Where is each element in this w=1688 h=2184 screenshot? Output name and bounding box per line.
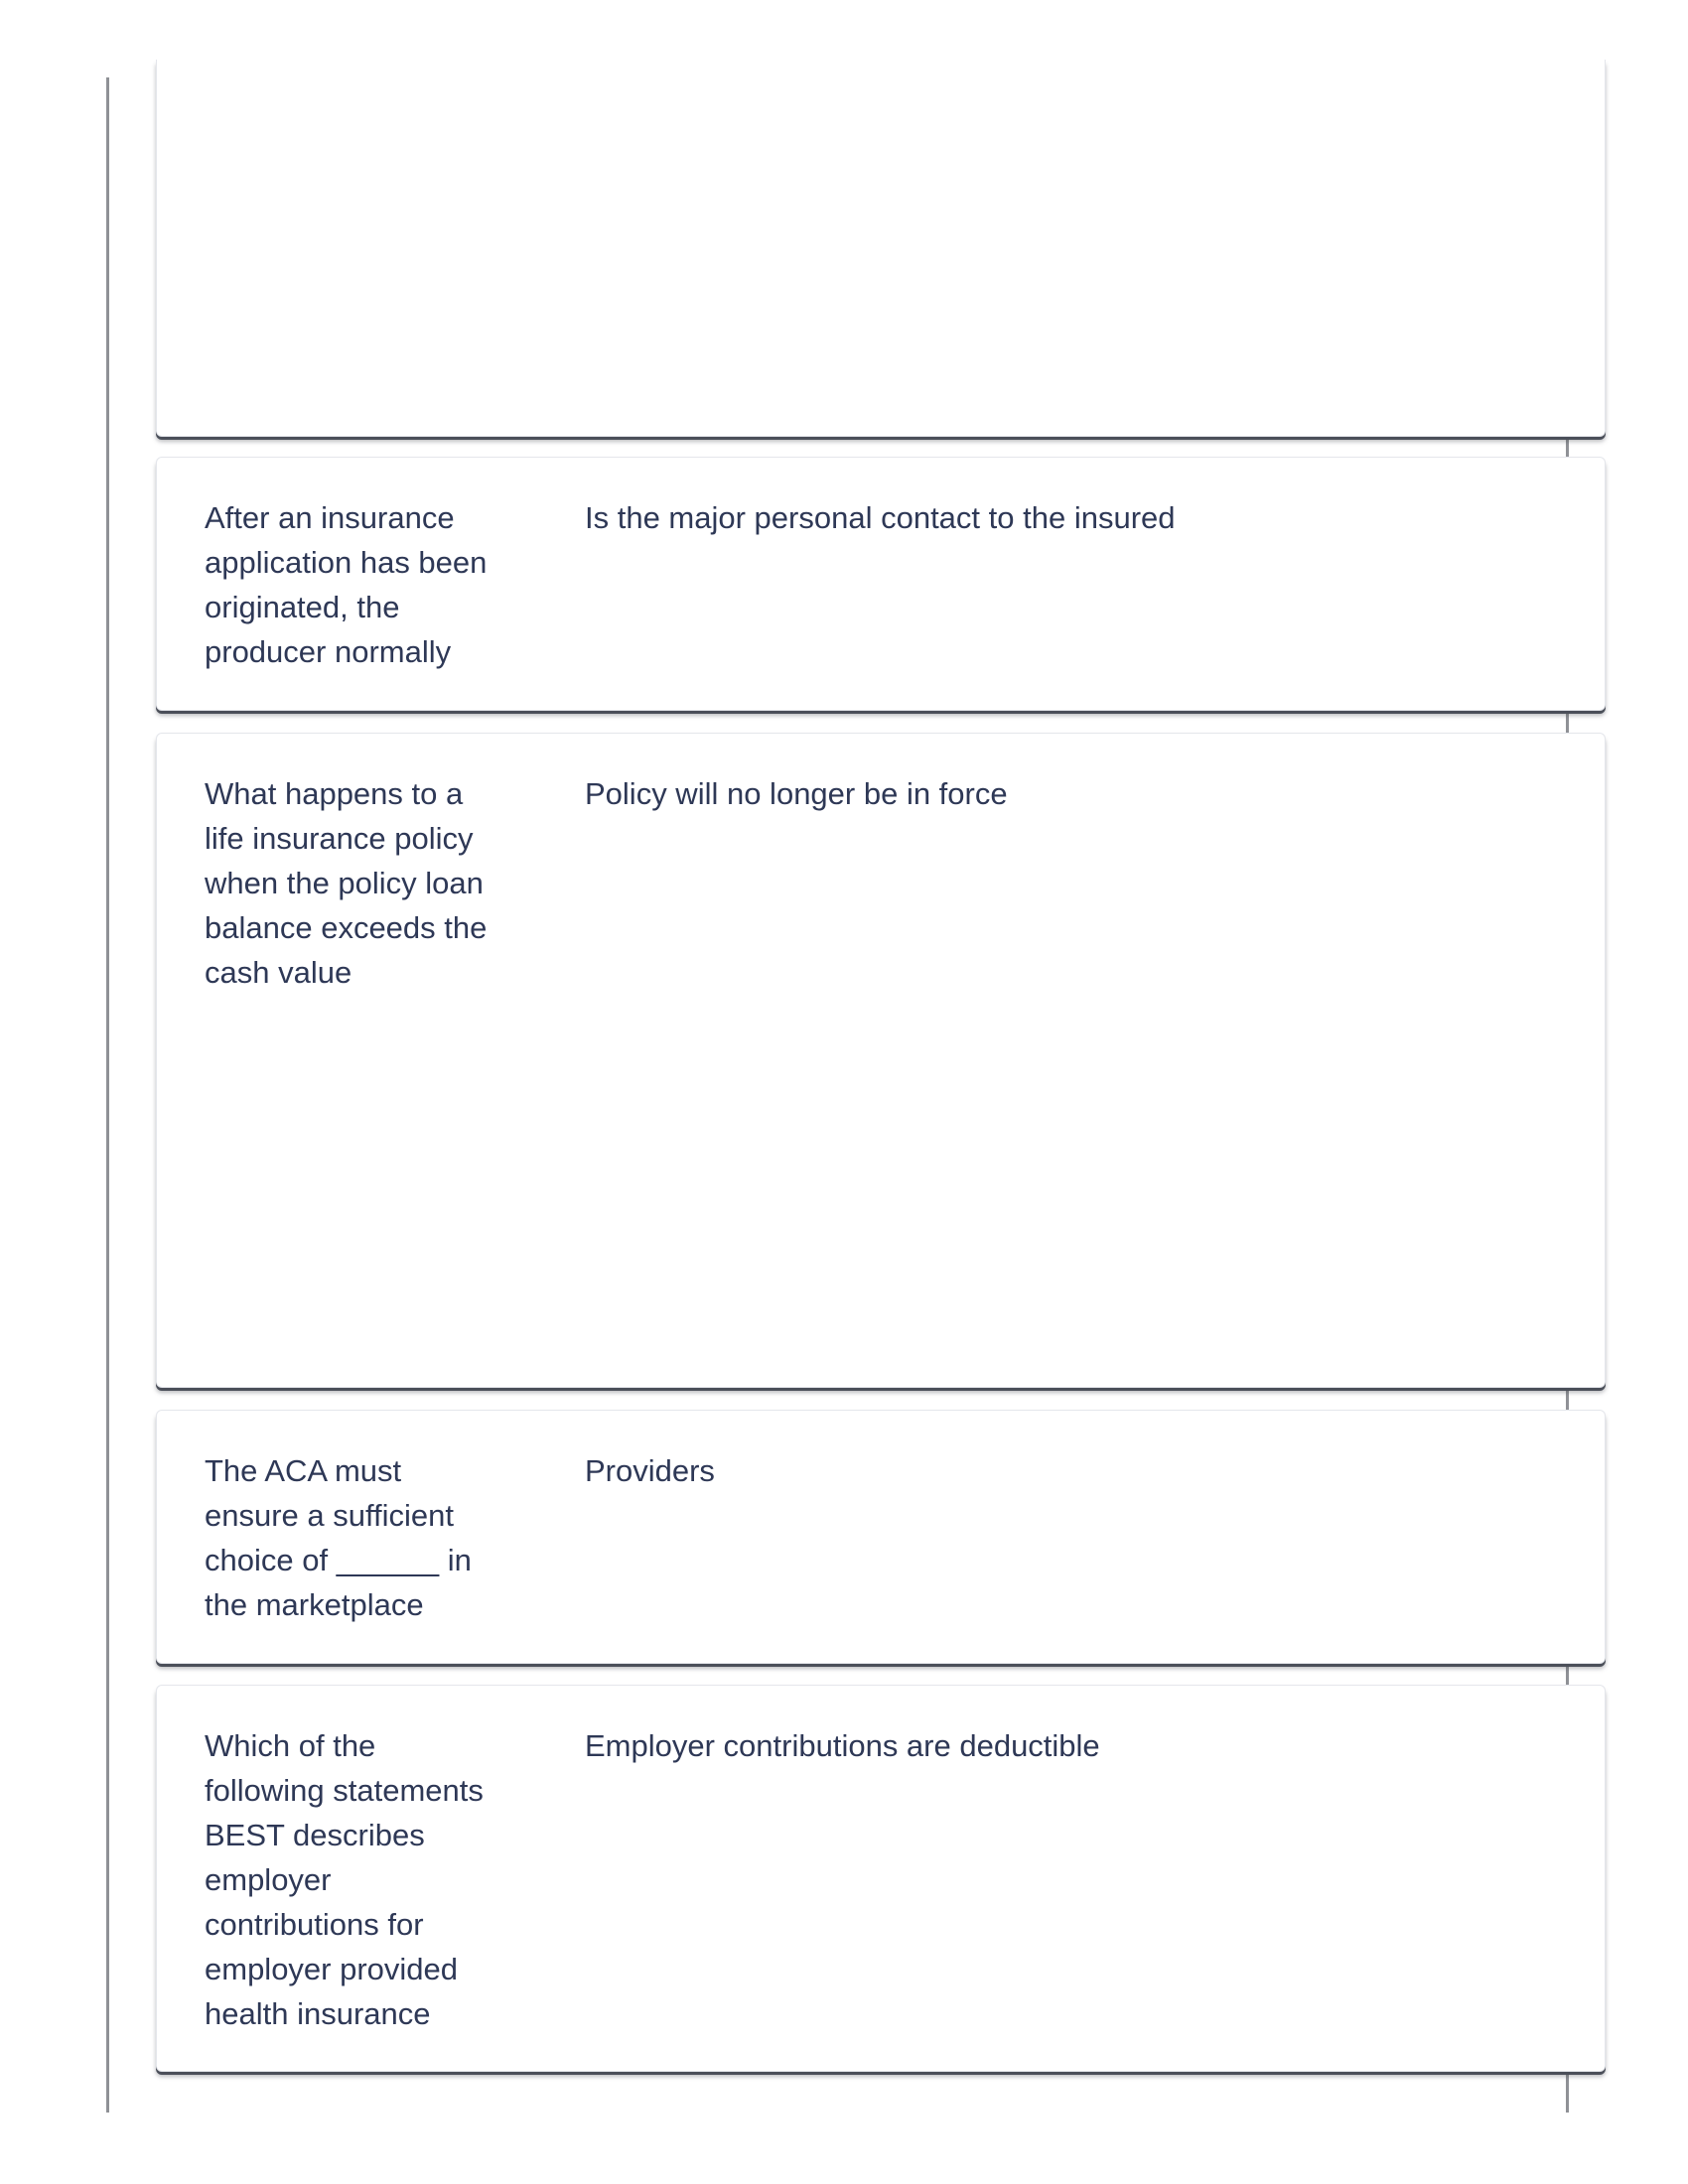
- flashcard-definition: Is the major personal contact to the insured: [585, 500, 1176, 535]
- page-border-left: [106, 77, 109, 2113]
- flashcard-term: The ACA must ensure a sufficient choice of ______ in the marketplace: [205, 1453, 472, 1622]
- flashcard: [156, 733, 1606, 1388]
- flashcard-definition: Policy will no longer be in force: [585, 776, 1008, 811]
- flashcard-definition: Employer contributions are deductible: [585, 1728, 1100, 1763]
- flashcard-term: What happens to a life insurance policy when the policy loan balance exceeds the cash value: [205, 776, 488, 990]
- flashcard-definition: Providers: [585, 1453, 715, 1488]
- flashcard-previous: [156, 60, 1606, 437]
- flashcard: [156, 1410, 1606, 1664]
- flashcard: [156, 457, 1606, 711]
- flashcard-term: After an insurance application has been originated, the producer normally: [205, 500, 488, 669]
- flashcard: [156, 1685, 1606, 2072]
- flashcard-term: Which of the following statements BEST describes employer contributions for employer provided health insurance: [205, 1728, 484, 2031]
